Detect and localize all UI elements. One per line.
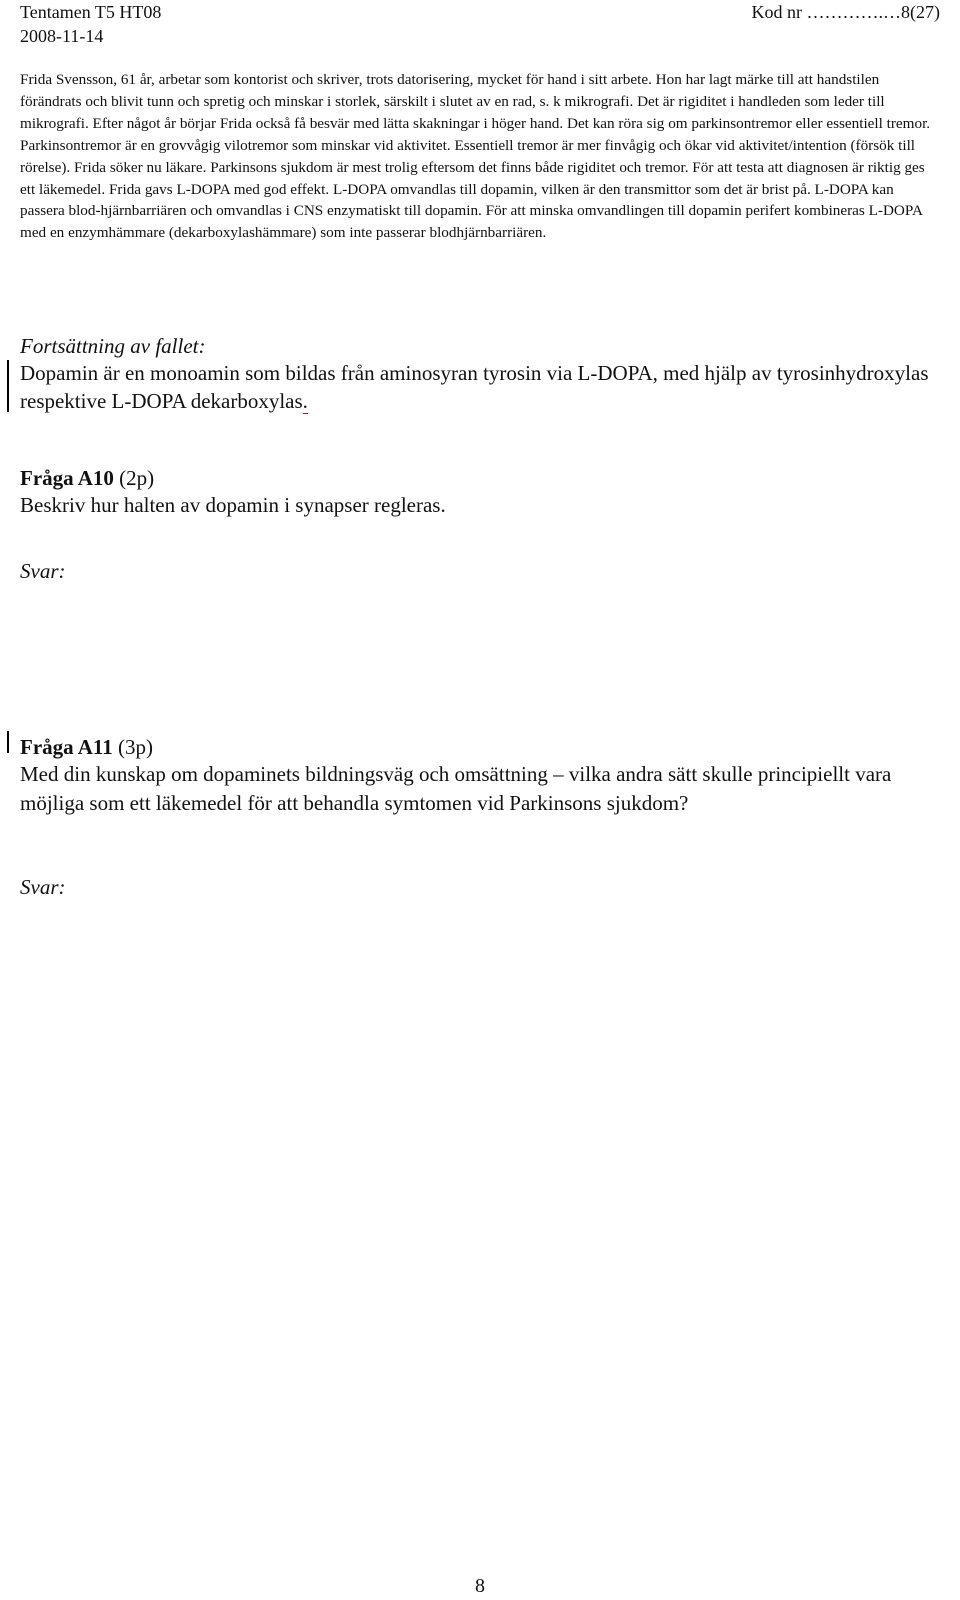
- revision-mark: .: [302, 389, 308, 413]
- question-a11-points: (3p): [112, 735, 153, 759]
- case-description: Frida Svensson, 61 år, arbetar som kontorist och skriver, trots datorisering, mycket för hand i sitt arbete. Hon har lagt märke till att handstilen förändrats och blivit tunn och spretig och minskar i storlek, särskilt i slutet av en rad, s. k mikrografi. Det är rigiditet i handleden som leder till mikrografi. Efter något år börjar Frida också få besvär med lätta skakningar i höger hand. Det kan röra sig om parkinsontremor eller essentiell tremor. Parkinsontremor är en grovvågig vilotremor som minskar vid aktivitet. Essentiell tremor är mer finvågig och ökar vid aktivitet/intention (försök till rörelse). Frida söker nu läkare. Parkinsons sjukdom är mest trolig eftersom det finns både rigiditet och tremor. För att testa att diagnosen är riktig ges ett läkemedel. Frida gavs L-DOPA med god effekt. L-DOPA omvandlas till dopamin, vilken är den transmittor som det är brist på. L-DOPA kan passera blod-hjärnbarriären och omvandlas i CNS enzymatiskt till dopamin. För att minska omvandlingen till dopamin perifert kombineras L-DOPA med en enzymhämmare (dekarboxylashämmare) som inte passerar blodhjärnbarriären.: [20, 71, 931, 242]
- question-a10-label: Fråga A10: [20, 466, 114, 490]
- question-a11-answer-label: Svar:: [20, 875, 66, 899]
- revision-change-bar: [7, 360, 9, 412]
- question-a10-points: (2p): [113, 466, 155, 490]
- question-a10-text: Beskriv hur halten av dopamin i synapser regleras.: [20, 493, 446, 517]
- question-a10-answer-label: Svar:: [20, 559, 66, 583]
- exam-date: 2008-11-14: [20, 26, 104, 46]
- code-number-field: Kod nr ………….…8(27): [751, 2, 940, 22]
- question-a11-text: Med din kunskap om dopaminets bildningsväg och omsättning – vilka andra sätt skulle principiellt vara möjliga som ett läkemedel för att behandla symtomen vid Parkinsons sjukdom?: [20, 762, 892, 815]
- continuation-body: Dopamin är en monoamin som bildas från aminosyran tyrosin via L-DOPA, med hjälp av tyrosinhydroxylas respektive L-DOPA dekarboxylas: [20, 361, 929, 413]
- page-number: 8: [475, 1575, 485, 1597]
- question-a11-label: Fråga A11: [20, 735, 113, 759]
- question-a11-heading: [20, 733, 940, 761]
- exam-title: Tentamen T5 HT08: [20, 2, 162, 22]
- continuation-heading: Fortsättning av fallet:: [20, 334, 206, 358]
- question-a10-heading: [20, 464, 940, 492]
- header-left: [20, 0, 161, 48]
- revision-change-bar: [7, 731, 9, 753]
- header-right: [752, 0, 940, 24]
- continuation-text: [20, 359, 940, 415]
